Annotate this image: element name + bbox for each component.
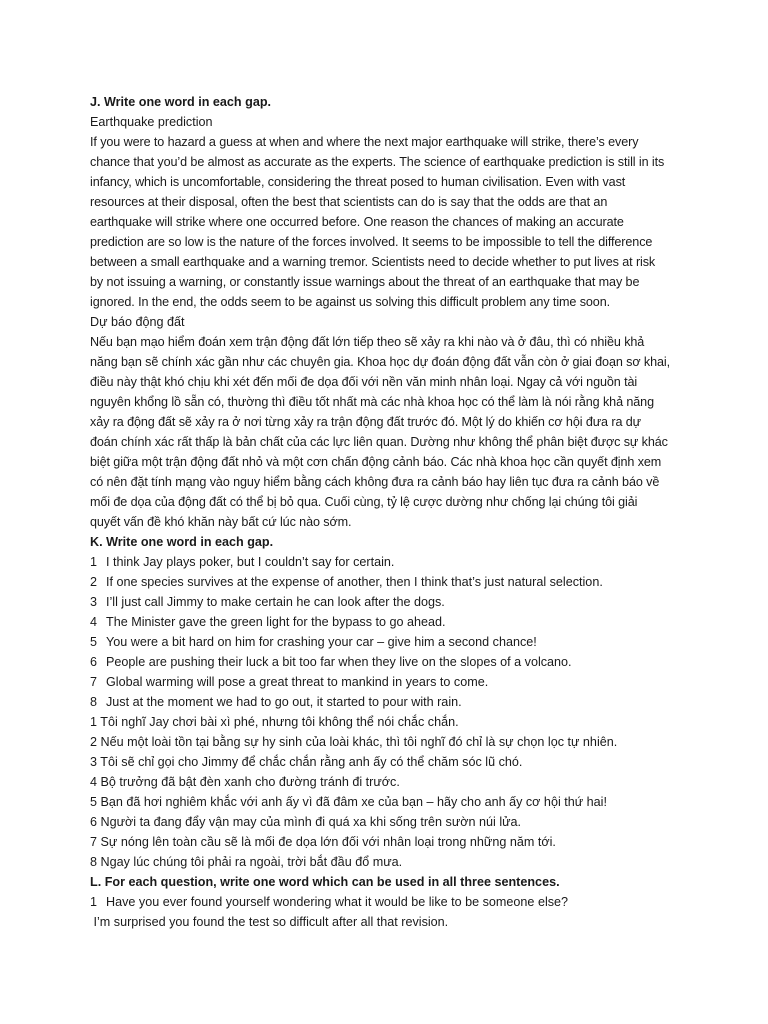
section-j-vn-paragraph: [90, 332, 690, 532]
section-j-paragraph: [90, 132, 690, 312]
list-item: [90, 572, 690, 592]
item-text: I think Jay plays poker, but I couldn’t say for certain.: [106, 555, 395, 569]
list-item: [90, 652, 690, 672]
paragraph-line: ignored. In the end, the odds seem to be against us solving this difficult problem any time soon.: [90, 295, 611, 309]
item-number: 3: [90, 595, 98, 609]
list-item: [90, 892, 690, 912]
vn-paragraph-line: nguyên khổng lồ sẵn có, thường thì điều tốt nhất mà các nhà khoa học có thể làm là nói rằng khả năng: [90, 395, 654, 409]
section-k-vn-list: [90, 712, 690, 872]
vn-paragraph-line: đoán chính xác rất thấp là bản chất của các lực liên quan. Dường như không thể phân biệt được sự khác: [90, 435, 668, 449]
list-item: [90, 692, 690, 712]
paragraph-line: If you were to hazard a guess at when and where the next major earthquake will strike, there’s every: [90, 135, 639, 149]
vn-list-item: 2 Nếu một loài tồn tại bằng sự hy sinh của loài khác, thì tôi nghĩ đó chỉ là sự chọn lọc tự nhiên.: [90, 735, 618, 749]
vn-paragraph-line: biệt giữa một trận động đất nhỏ và một cơn chấn động cảnh báo. Các nhà khoa học cần quyết định xem: [90, 455, 662, 469]
paragraph-line: chance that you’d be almost as accurate as the experts. The science of earthquake prediction is still in its: [90, 155, 665, 169]
vn-list-item: 1 Tôi nghĩ Jay chơi bài xì phé, nhưng tôi không thể nói chắc chắn.: [90, 715, 459, 729]
paragraph-line: by not issuing a warning, or constantly issue warnings about the threat of an earthquake that may be: [90, 275, 640, 289]
vn-paragraph-line: có nên đặt tính mạng vào nguy hiểm bằng cách không đưa ra cảnh báo hay liên tục đưa ra cảnh báo về: [90, 475, 660, 489]
item-number: 6: [90, 655, 98, 669]
list-item: [90, 592, 690, 612]
list-item: [90, 552, 690, 572]
item-text: Have you ever found yourself wondering what it would be like to be someone else?: [106, 895, 569, 909]
item-text: Just at the moment we had to go out, it started to pour with rain.: [106, 695, 462, 709]
vn-paragraph-line: quyết vấn đề khó khăn này bất cứ lúc nào sớm.: [90, 515, 352, 529]
item-text: You were a bit hard on him for crashing your car – give him a second chance!: [106, 635, 537, 649]
item-text: I’ll just call Jimmy to make certain he can look after the dogs.: [106, 595, 445, 609]
vn-list-item: 3 Tôi sẽ chỉ gọi cho Jimmy để chắc chắn rằng anh ấy có thể chăm sóc lũ chó.: [90, 755, 523, 769]
list-item: [90, 632, 690, 652]
item-text: Global warming will pose a great threat to mankind in years to come.: [106, 675, 489, 689]
vn-list-item: 6 Người ta đang đẩy vận may của mình đi quá xa khi sống trên sườn núi lửa.: [90, 815, 522, 829]
vn-list-item: 7 Sự nóng lên toàn cầu sẽ là mối đe dọa lớn đối với nhân loại trong những năm tới.: [90, 835, 556, 849]
list-item: [90, 672, 690, 692]
item-number: 1: [90, 555, 98, 569]
section-k-heading: K. Write one word in each gap.: [90, 535, 274, 549]
vn-paragraph-line: Nếu bạn mạo hiểm đoán xem trận động đất lớn tiếp theo sẽ xảy ra khi nào và ở đâu, thì có nhiều khả: [90, 335, 645, 349]
vn-paragraph-line: mối đe dọa của động đất có thể bị bỏ qua. Cuối cùng, tỷ lệ cược dường như chống lại chúng tôi giải: [90, 495, 638, 509]
item-number: 8: [90, 695, 98, 709]
item-number: 5: [90, 635, 98, 649]
vn-list-item: 4 Bộ trưởng đã bật đèn xanh cho đường tránh đi trước.: [90, 775, 400, 789]
section-j-vn-title: Dự báo động đất: [90, 315, 185, 329]
item-number: 1: [90, 895, 98, 909]
section-l-heading: L. For each question, write one word which can be used in all three sentences.: [90, 875, 560, 889]
item-text: If one species survives at the expense of another, then I think that’s just natural selection.: [106, 575, 603, 589]
vn-list-item: 5 Bạn đã hơi nghiêm khắc với anh ấy vì đã đâm xe của bạn – hãy cho anh ấy cơ hội thứ hai!: [90, 795, 607, 809]
section-k-list: [90, 552, 690, 712]
item-number: 4: [90, 615, 98, 629]
vn-paragraph-line: năng bạn sẽ chính xác gần như các chuyên gia. Khoa học dự đoán động đất vẫn còn ở giai đoạn sơ khai,: [90, 355, 671, 369]
vn-paragraph-line: điều này thật khó chịu khi xét đến mối đe dọa đối với nền văn minh nhân loại. Ngay cả với nguồn tài: [90, 375, 638, 389]
item-number: 2: [90, 575, 98, 589]
item-text: The Minister gave the green light for the bypass to go ahead.: [106, 615, 446, 629]
document-page: [90, 92, 690, 932]
item-number: 7: [90, 675, 98, 689]
paragraph-line: infancy, which is uncomfortable, considering the threat posed to human civilisation. Even with vast: [90, 175, 626, 189]
section-j-title: Earthquake prediction: [90, 115, 213, 129]
vn-paragraph-line: xảy ra động đất sẽ xảy ra ở nơi từng xảy ra trận động đất trước đó. Một lý do khiến cơ hội đưa ra dự: [90, 415, 641, 429]
paragraph-line: earthquake will strike where one occurred before. One reason the chances of making an accurate: [90, 215, 624, 229]
item-text: People are pushing their luck a bit too far when they live on the slopes of a volcano.: [106, 655, 572, 669]
vn-list-item: 8 Ngay lúc chúng tôi phải ra ngoài, trời bắt đầu đổ mưa.: [90, 855, 403, 869]
paragraph-line: between a small earthquake and a warning tremor. Scientists need to decide whether to put lives at risk: [90, 255, 656, 269]
section-j-heading: J. Write one word in each gap.: [90, 95, 272, 109]
paragraph-line: resources at their disposal, often the best that scientists can do is say that the odds are that an: [90, 195, 608, 209]
item-continuation: I’m surprised you found the test so difficult after all that revision.: [90, 915, 449, 929]
paragraph-line: prediction are so low is the nature of the forces involved. It seems to be impossible to tell the difference: [90, 235, 653, 249]
list-item: [90, 612, 690, 632]
